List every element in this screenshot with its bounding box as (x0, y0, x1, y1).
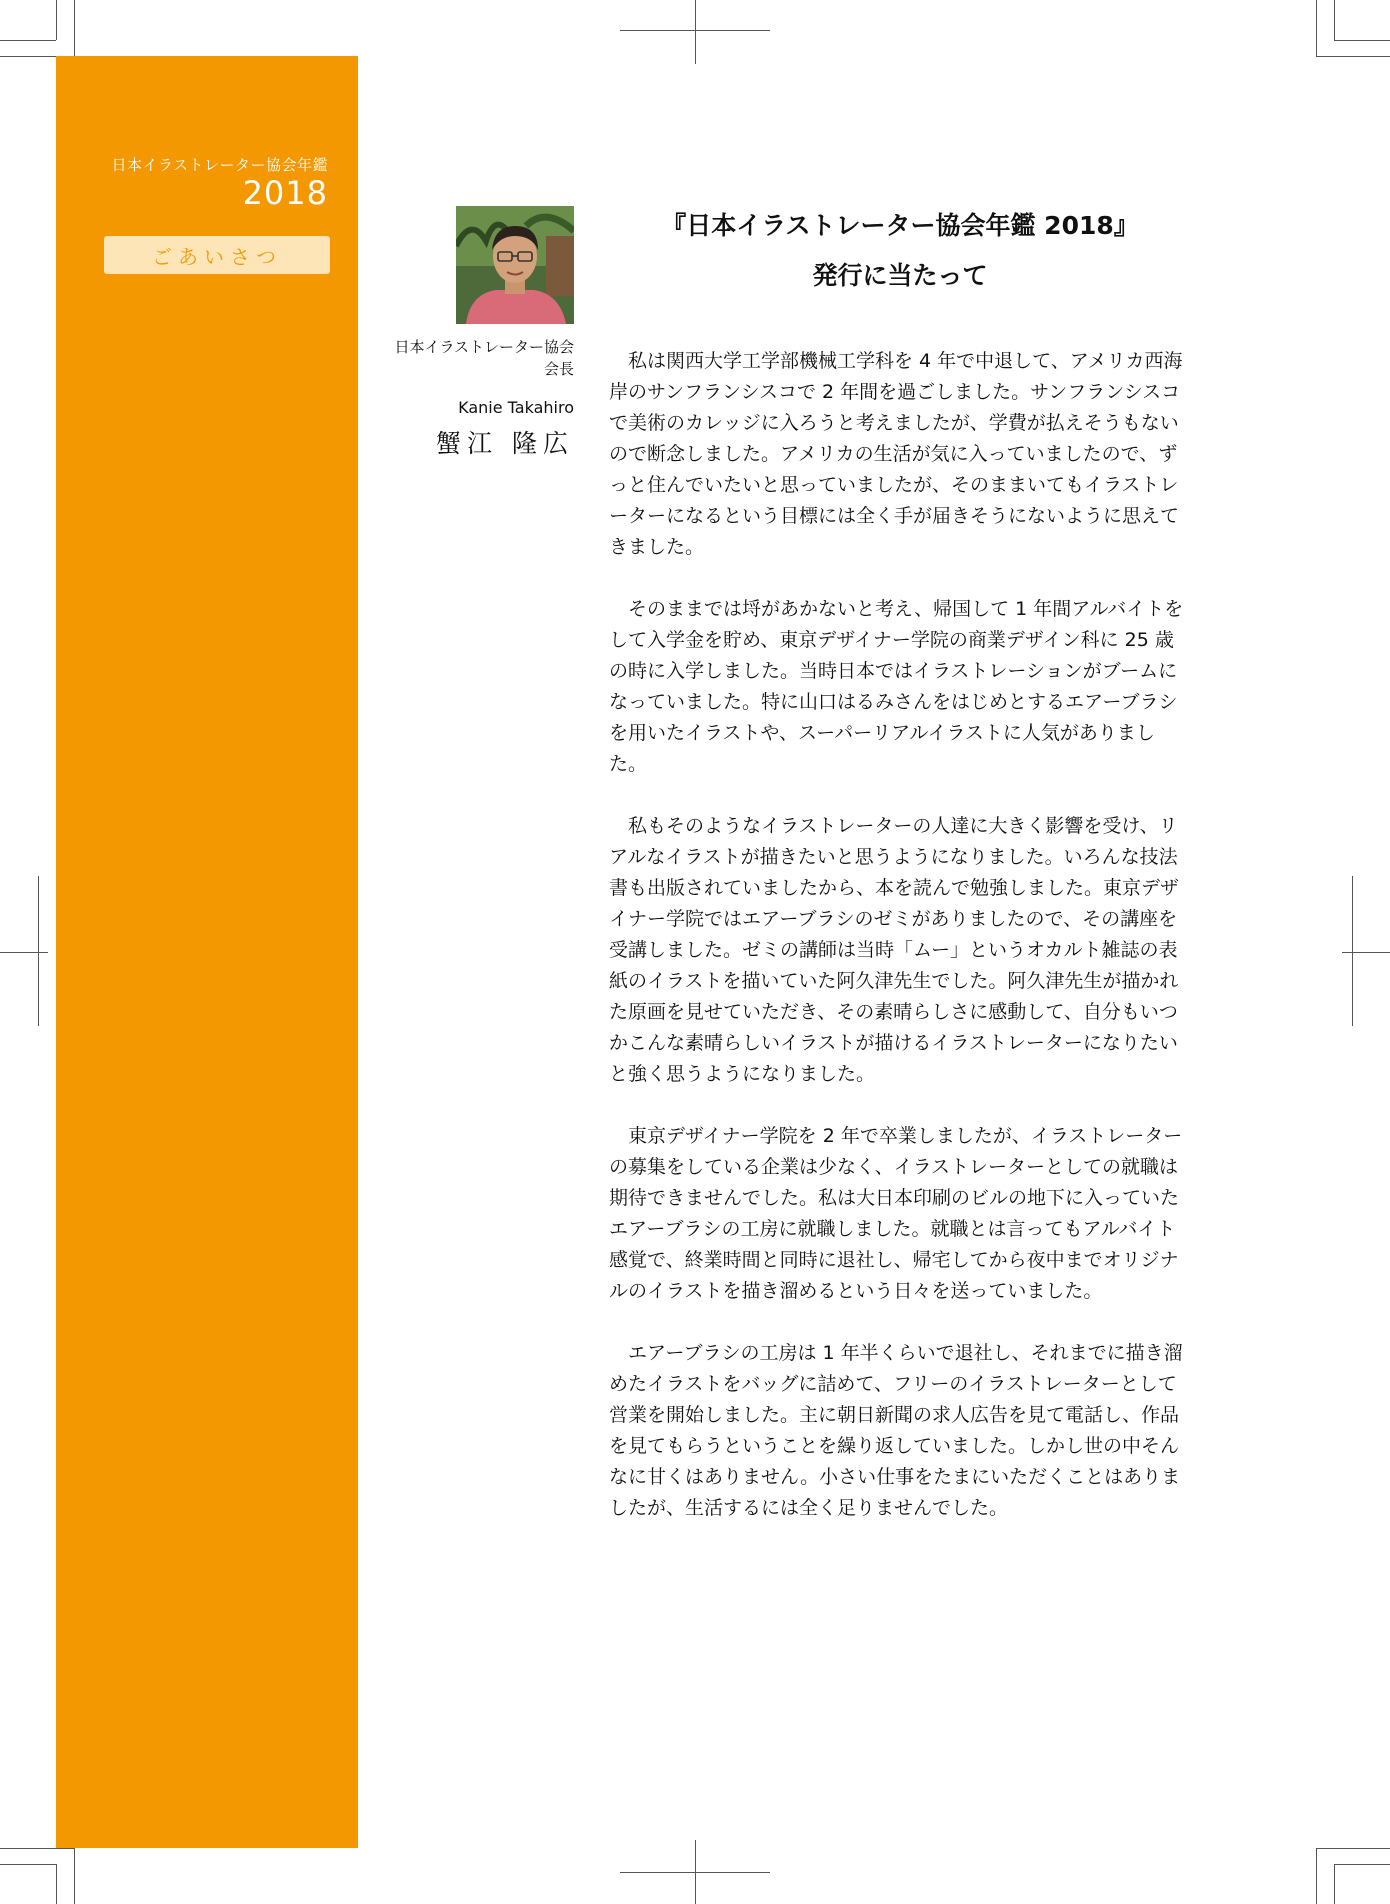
paragraph: 私もそのようなイラストレーターの人達に大きく影響を受け、リアルなイラストが描きたいと思うようになりました。いろんな技法書も出版されていましたから、本を読んで勉強しました。東京デザイナー学院ではエアーブラシのゼミがありましたので、その講座を受講しました。ゼミの講師は当時「ムー」というオカルト雑誌の表紙のイラストを描いていた阿久津先生でした。阿久津先生が描かれた原画を見せていただき、その素晴らしさに感動して、自分もいつかこんな素晴らしいイラストが描けるイラストレーターになりたいと強く思うようになりました。 (609, 815, 1180, 1085)
author-organization: 日本イラストレーター協会 (394, 338, 574, 356)
crop-mark (1316, 1848, 1317, 1904)
crop-mark (1316, 0, 1317, 56)
paragraph: 東京デザイナー学院を 2 年で卒業しましたが、イラストレーターの募集をしている企業は少なく、イラストレーターとしての就職は期待できませんでした。私は大日本印刷のビルの地下に入っていたエアーブラシの工房に就職しました。就職とは言ってもアルバイト感覚で、終業時間と同時に退社し、帰宅してから夜中までオリジナルのイラストを描き溜めるという日々を送っていました。 (609, 1125, 1183, 1302)
crop-mark (74, 0, 75, 56)
crop-mark (695, 0, 696, 64)
crop-mark (74, 1848, 75, 1904)
crop-mark (620, 1872, 770, 1873)
crop-mark (1316, 56, 1390, 57)
crop-mark (1342, 952, 1390, 953)
portrait-image (456, 206, 574, 324)
author-portrait (456, 206, 574, 324)
paragraph: 私は関西大学工学部機械工学科を 4 年で中退して、アメリカ西海岸のサンフランシスコで 2 年間を過ごしました。サンフランシスコで美術のカレッジに入ろうと考えましたが、学費が払えそうもないので断念しました。アメリカの生活が気に入っていましたので、ずっと住んでいたいと思っていましたが、そのままいてもイラストレーターになるという目標には全く手が届きそうにないように思えてきました。 (609, 350, 1183, 558)
crop-mark (56, 1864, 57, 1904)
crop-mark (1334, 1864, 1390, 1865)
crop-mark (0, 40, 56, 41)
sidebar-band (56, 56, 358, 1848)
crop-mark (1352, 876, 1353, 1026)
paragraph: エアーブラシの工房は 1 年半くらいで退社し、それまでに描き溜めたイラストをバッグに詰めて、フリーのイラストレーターとして営業を開始しました。主に朝日新聞の求人広告を見て電話し、作品を見てもらうということを繰り返していました。しかし世の中そんなに甘くはありません。小さい仕事をたまにいただくことはありましたが、生活するには全く足りませんでした。 (609, 1342, 1183, 1519)
crop-mark (56, 0, 57, 40)
author-role: 会長 (543, 360, 574, 378)
crop-mark (0, 1864, 56, 1865)
heading-line-1: 『日本イラストレーター協会年鑑 2018』 (661, 211, 1139, 240)
crop-mark (620, 30, 770, 31)
section-tag: ごあいさつ (104, 236, 330, 274)
crop-mark (0, 952, 48, 953)
crop-mark (1334, 1864, 1335, 1904)
crop-mark (0, 1848, 74, 1849)
crop-mark (38, 876, 39, 1026)
article-body (609, 346, 1191, 1555)
author-name-roman: Kanie Takahiro (458, 398, 574, 417)
crop-mark (1316, 1848, 1390, 1849)
crop-mark (1334, 40, 1390, 41)
sidebar-title: 日本イラストレーター協会年鑑 (111, 156, 328, 174)
paragraph: そのままでは埒があかないと考え、帰国して 1 年間アルバイトをして入学金を貯め、東京デザイナー学院の商業デザイン科に 25 歳の時に入学しました。当時日本ではイラストレーションがブームになっていました。特に山口はるみさんをはじめとするエアーブラシを用いたイラストや、スーパーリアルイラストに人気がありました。 (609, 598, 1184, 775)
sidebar-year: 2018 (242, 174, 328, 212)
article-heading (610, 206, 1190, 296)
heading-line-2: 発行に当たって (812, 261, 988, 290)
author-name: 蟹江 隆広 (436, 429, 574, 458)
crop-mark (1334, 0, 1335, 40)
